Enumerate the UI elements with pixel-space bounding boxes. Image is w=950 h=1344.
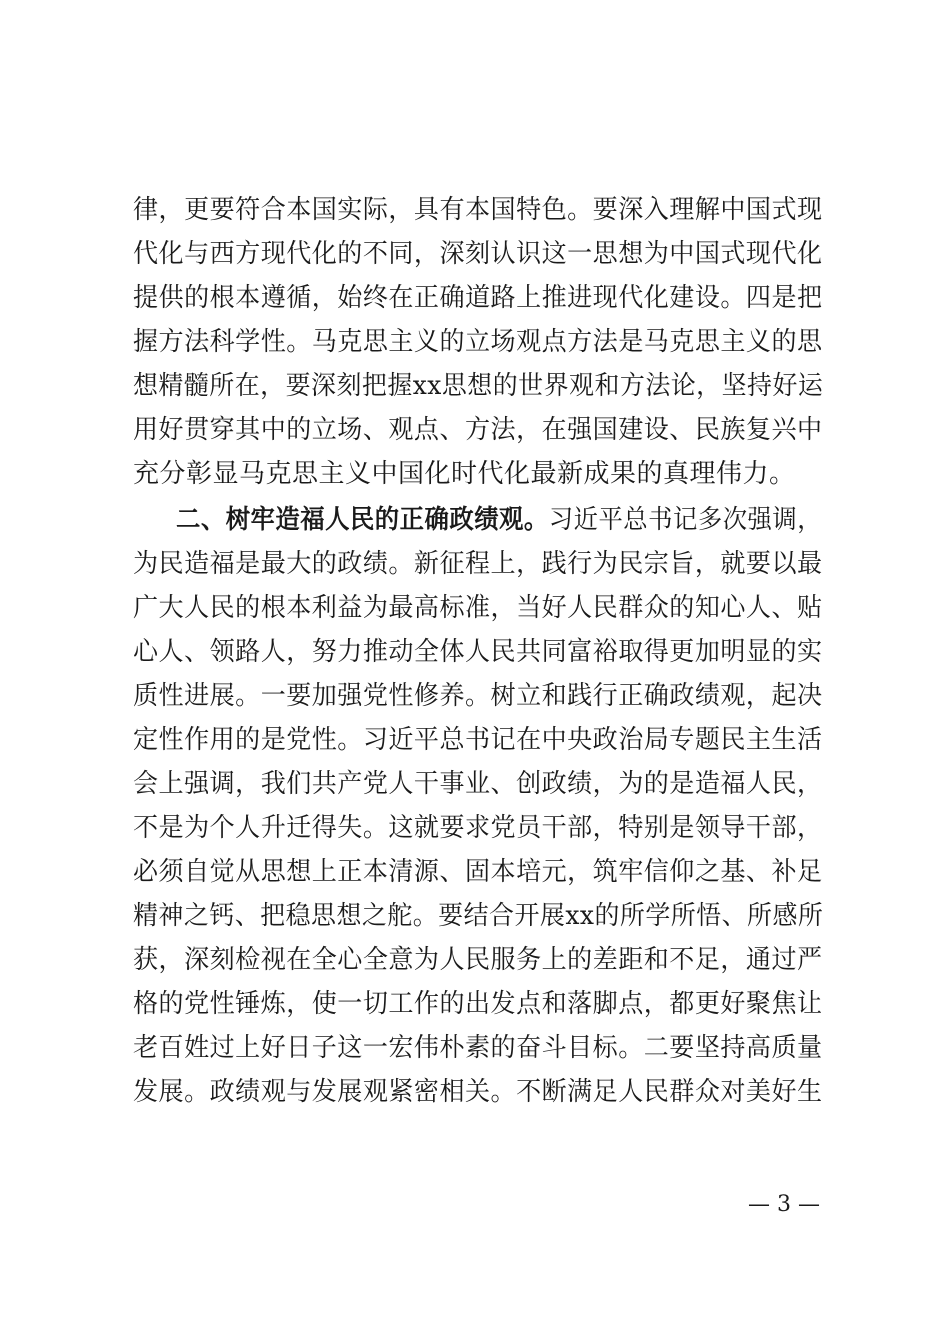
paragraph-first-line	[176, 503, 823, 537]
text-line: 想精髓所在，要深刻把握xx思想的世界观和方法论，坚持好运	[133, 371, 824, 401]
text-line: 律，更要符合本国实际，具有本国特色。要深入理解中国式现	[133, 195, 823, 225]
text-line: 必须自觉从思想上正本清源、固本培元，筑牢信仰之基、补足	[133, 857, 823, 887]
text-line: 精神之钙、把稳思想之舵。要结合开展xx的所学所悟、所感所	[133, 901, 824, 931]
text-line: 为民造福是最大的政绩。新征程上，践行为民宗旨，就要以最	[133, 549, 823, 579]
text-line: 发展。政绩观与发展观紧密相关。不断满足人民群众对美好生	[133, 1077, 823, 1107]
text-line: 广大人民的根本利益为最高标准，当好人民群众的知心人、贴	[133, 593, 823, 623]
text-line: 获，深刻检视在全心全意为人民服务上的差距和不足，通过严	[133, 945, 823, 975]
text-line: 充分彰显马克思主义中国化时代化最新成果的真理伟力。	[133, 459, 796, 489]
text-line: 质性进展。一要加强党性修养。树立和践行正确政绩观，起决	[133, 681, 823, 711]
text-line: 用好贯穿其中的立场、观点、方法，在强国建设、民族复兴中	[133, 415, 823, 445]
text-span: 习近平总书记多次强调，	[548, 505, 823, 535]
section-heading: 二、树牢造福人民的正确政绩观。	[176, 505, 549, 535]
text-line: 格的党性锤炼，使一切工作的出发点和落脚点，都更好聚焦让	[133, 989, 823, 1019]
text-line: 会上强调，我们共产党人干事业、创政绩，为的是造福人民，	[133, 769, 823, 799]
page-number: — 3 —	[748, 1192, 820, 1217]
text-line: 提供的根本遵循，始终在正确道路上推进现代化建设。四是把	[133, 283, 823, 313]
text-line: 老百姓过上好日子这一宏伟朴素的奋斗目标。二要坚持高质量	[133, 1033, 823, 1063]
text-line: 定性作用的是党性。习近平总书记在中央政治局专题民主生活	[133, 725, 823, 755]
text-line: 心人、领路人，努力推动全体人民共同富裕取得更加明显的实	[133, 637, 823, 667]
text-line: 握方法科学性。马克思主义的立场观点方法是马克思主义的思	[133, 327, 823, 357]
text-line: 不是为个人升迁得失。这就要求党员干部，特别是领导干部，	[133, 813, 823, 843]
text-line: 代化与西方现代化的不同，深刻认识这一思想为中国式现代化	[133, 239, 823, 269]
